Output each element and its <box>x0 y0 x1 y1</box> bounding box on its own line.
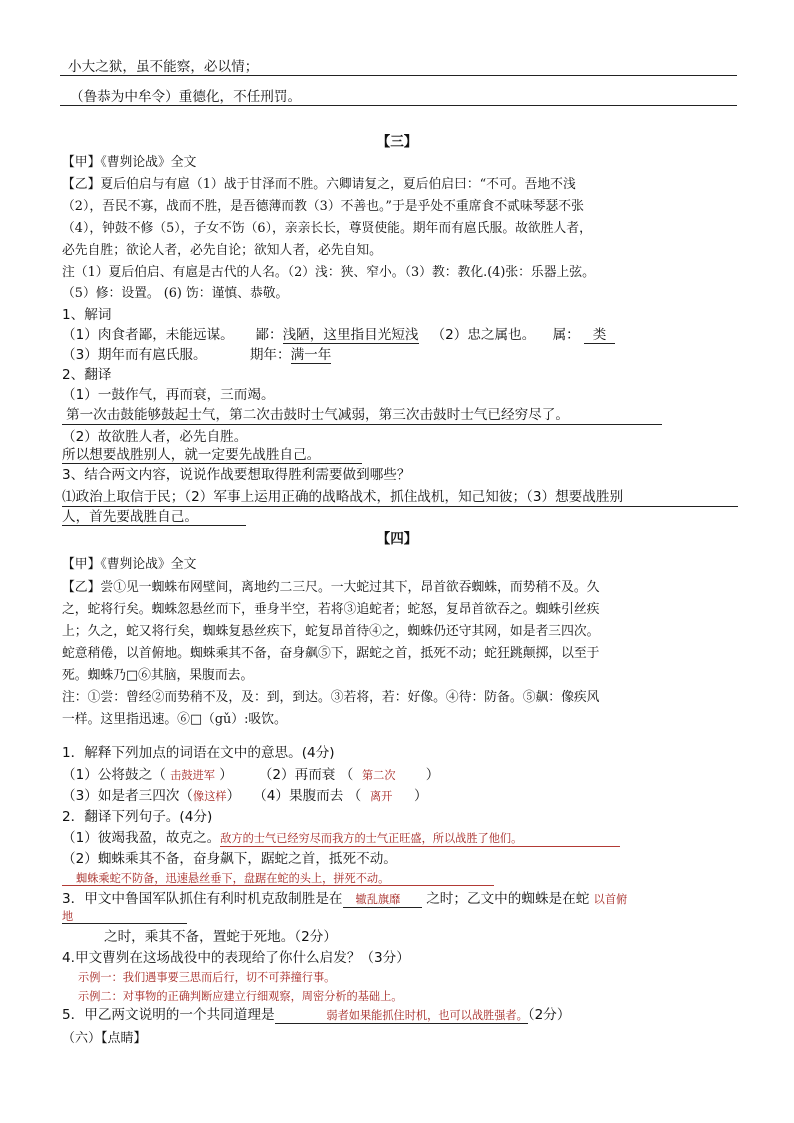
passage-jia: 【甲】《曹刿论战》全文 <box>62 155 197 170</box>
question-item <box>62 890 627 909</box>
passage-yi-line: （2），吾民不寡，战而不胜，是吾德薄而教（3）不善也。”于是乎处不重席食不贰味琴瑟不张 <box>62 199 584 214</box>
passage-jia: 【甲】《曹刿论战》全文 <box>62 557 197 572</box>
term-label: 属： <box>552 327 580 343</box>
answer-text: 第一次击鼓能够鼓起士气，第二次击鼓时士气减弱，第三次击鼓时士气已经穷尽了。 <box>66 407 569 423</box>
passage-note: 注（1）夏后伯启、有扈是古代的人名。（2）浅：狭、窄小。（3）教：教化.(4)张：乐器上弦。 <box>62 265 595 280</box>
question-text: 之时，乘其不备，置蛇于死地。（2分） <box>104 929 337 945</box>
question-text: （3）如是者三四次（ <box>62 788 193 804</box>
answer-text: 辙乱旗靡 <box>343 891 422 908</box>
question-text: （2）蜘蛛乘其不备，奋身飙下，踞蛇之首，抵死不动。 <box>62 851 397 867</box>
text-line: （鲁恭为中牟令）重德化，不任刑罚。 <box>70 89 302 105</box>
question-item <box>62 326 615 344</box>
passage-note: 一样。这里指迅速。⑥□（gǔ）:吸饮。 <box>62 712 287 727</box>
section-footer: （六）【点睛】 <box>62 1031 147 1046</box>
answer-line <box>62 525 246 526</box>
section-heading: 【三】 <box>376 134 418 150</box>
passage-yi-line: 上；久之，蛇又将行矣，蜘蛛复悬丝疾下，蛇复昂首待④之，蜘蛛仍还守其网，如是者三四次。 <box>62 624 600 639</box>
question-item: （1）公将鼓之（ 击鼓进军 ） （2）再而衰 （ 第二次 ） <box>62 767 440 783</box>
passage-yi-line: 死。蜘蛛乃□⑥其脑，果腹而去。 <box>62 668 254 683</box>
answer-text: ⑴政治上取信于民；（2）军事上运用正确的战略战术，抓住战机，知己知彼；（3）想要战胜别 <box>62 489 624 505</box>
passage-yi-line: 【乙】夏后伯启与有扈（1）战于甘泽而不胜。六卿请复之，夏后伯启曰：“不可。吾地不浅 <box>62 177 576 192</box>
answer-text: 地 <box>62 910 74 923</box>
question-item <box>62 346 331 364</box>
question-title: 4.甲文曹刿在这场战役中的表现给了你什么启发？（3分） <box>62 950 410 966</box>
question-text: （2）再而衰 （ <box>258 767 354 783</box>
question-item: 5．甲乙两文说明的一个共同道理是 弱者如果能抓住时机，也可以战胜强者。（2分） <box>62 1007 571 1023</box>
passage-note: （5）修：设置。 (6) 饬：谨慎、恭敬。 <box>62 286 289 301</box>
answer-text: 弱者如果能抓住时机，也可以战胜强者。 <box>275 1007 528 1024</box>
question-item: （3）如是者三四次（像这样） （4）果腹而去 （ 离开 ） <box>62 788 428 804</box>
question-text: （1）一鼓作气，再而衰，三而竭。 <box>62 387 275 403</box>
question-text: （3）期年而有扈氏服。 <box>62 347 207 363</box>
answer-text: 蜘蛛乘蛇不防备，迅速悬丝垂下，盘踞在蛇的头上，拼死不动。 <box>76 872 390 885</box>
question-title: 2、翻译 <box>62 367 112 383</box>
answer-line <box>62 424 662 425</box>
answer-text: 离开 <box>369 790 393 803</box>
question-title: 2．翻译下列句子。(4分) <box>62 809 213 825</box>
answer-line <box>60 75 737 76</box>
answer-text: 满一年 <box>290 347 332 363</box>
term-label: 期年： <box>249 347 291 363</box>
question-text: 5．甲乙两文说明的一个共同道理是 <box>62 1007 275 1023</box>
question-text: （2）故欲胜人者，必先自胜。 <box>62 429 248 445</box>
question-text: 之时；乙文中的蜘蛛是在蛇 <box>426 891 590 907</box>
question-text: （4）果腹而去 （ <box>253 788 362 804</box>
answer-text: 示例一：我们遇事要三思而后行，切不可莽撞行事。 <box>78 971 336 984</box>
question-title: 3、结合两文内容，说说作战要想取得胜利需要做到哪些？ <box>62 467 411 483</box>
passage-yi-line: 必先自胜；欲论人者，必先自论；欲知人者，必先自知。 <box>62 243 382 258</box>
answer-line <box>62 885 494 886</box>
answer-line <box>220 846 620 847</box>
answer-text: 以首俯 <box>593 893 628 906</box>
section-heading: 【四】 <box>376 531 418 547</box>
answer-text: 击鼓进军 <box>170 769 215 782</box>
answer-text: 示例二：对事物的正确判断应建立行细观察，周密分析的基础上。 <box>78 990 403 1003</box>
question-text: 3．甲文中鲁国军队抓住有利时机克敌制胜是在 <box>62 891 343 907</box>
question-title: 1．解释下列加点的词语在文中的意思。(4分) <box>62 745 335 761</box>
answer-line <box>62 463 362 464</box>
passage-yi-line: 蛇意稍倦，以首俯地。蜘蛛乘其不备，奋身飙⑤下，踞蛇之首，抵死不动；蛇狂跳颠掷，以至于 <box>62 646 600 661</box>
answer-line <box>62 923 187 924</box>
answer-line <box>62 506 738 507</box>
answer-line <box>60 105 737 106</box>
answer-text: 浅陋，这里指目光短浅 <box>282 327 419 343</box>
answer-text: 第二次 <box>361 769 396 782</box>
term-label: 鄙： <box>255 327 283 343</box>
answer-text: 像这样 <box>193 790 227 803</box>
answer-text: 类 <box>584 327 615 344</box>
question-title: 1、解词 <box>62 307 112 323</box>
passage-yi-line: （4），钟鼓不修（5），子女不饬（6），亲亲长长，尊贤使能。期年而有扈氏服。故欲胜人者， <box>62 221 592 236</box>
question-text: （1）肉食者鄙，未能远谋。 <box>62 327 234 343</box>
passage-yi-line: 【乙】尝①见一蜘蛛布网壁间，离地约二三尺。一大蛇过其下，昂首欲吞蜘蛛，而势稍不及。久 <box>62 580 600 595</box>
answer-text: 人，首先要战胜自己。 <box>62 509 198 525</box>
answer-text: 所以想要战胜别人，就一定要先战胜自己。 <box>62 447 321 463</box>
answer-text: 敌方的士气已经穷尽而我方的士气正旺盛，所以战胜了他们。 <box>220 832 523 845</box>
question-text: （2）忠之属也。 <box>431 327 536 343</box>
passage-note: 注：①尝：曾经②而势稍不及，及：到，到达。③若将，若：好像。④待：防备。⑤飙：像疾风 <box>62 690 600 705</box>
question-text: （1）公将鼓之（ <box>62 767 166 783</box>
question-text: （1）彼竭我盈，故克之。 <box>62 830 221 846</box>
text-line: 小大之狱，虽不能察，必以情； <box>68 59 259 75</box>
passage-yi-line: 之，蛇将行矣。蜘蛛忽悬丝而下，垂身半空，若将③追蛇者；蛇怒，复昂首欲吞之。蜘蛛引丝疾 <box>62 602 600 617</box>
